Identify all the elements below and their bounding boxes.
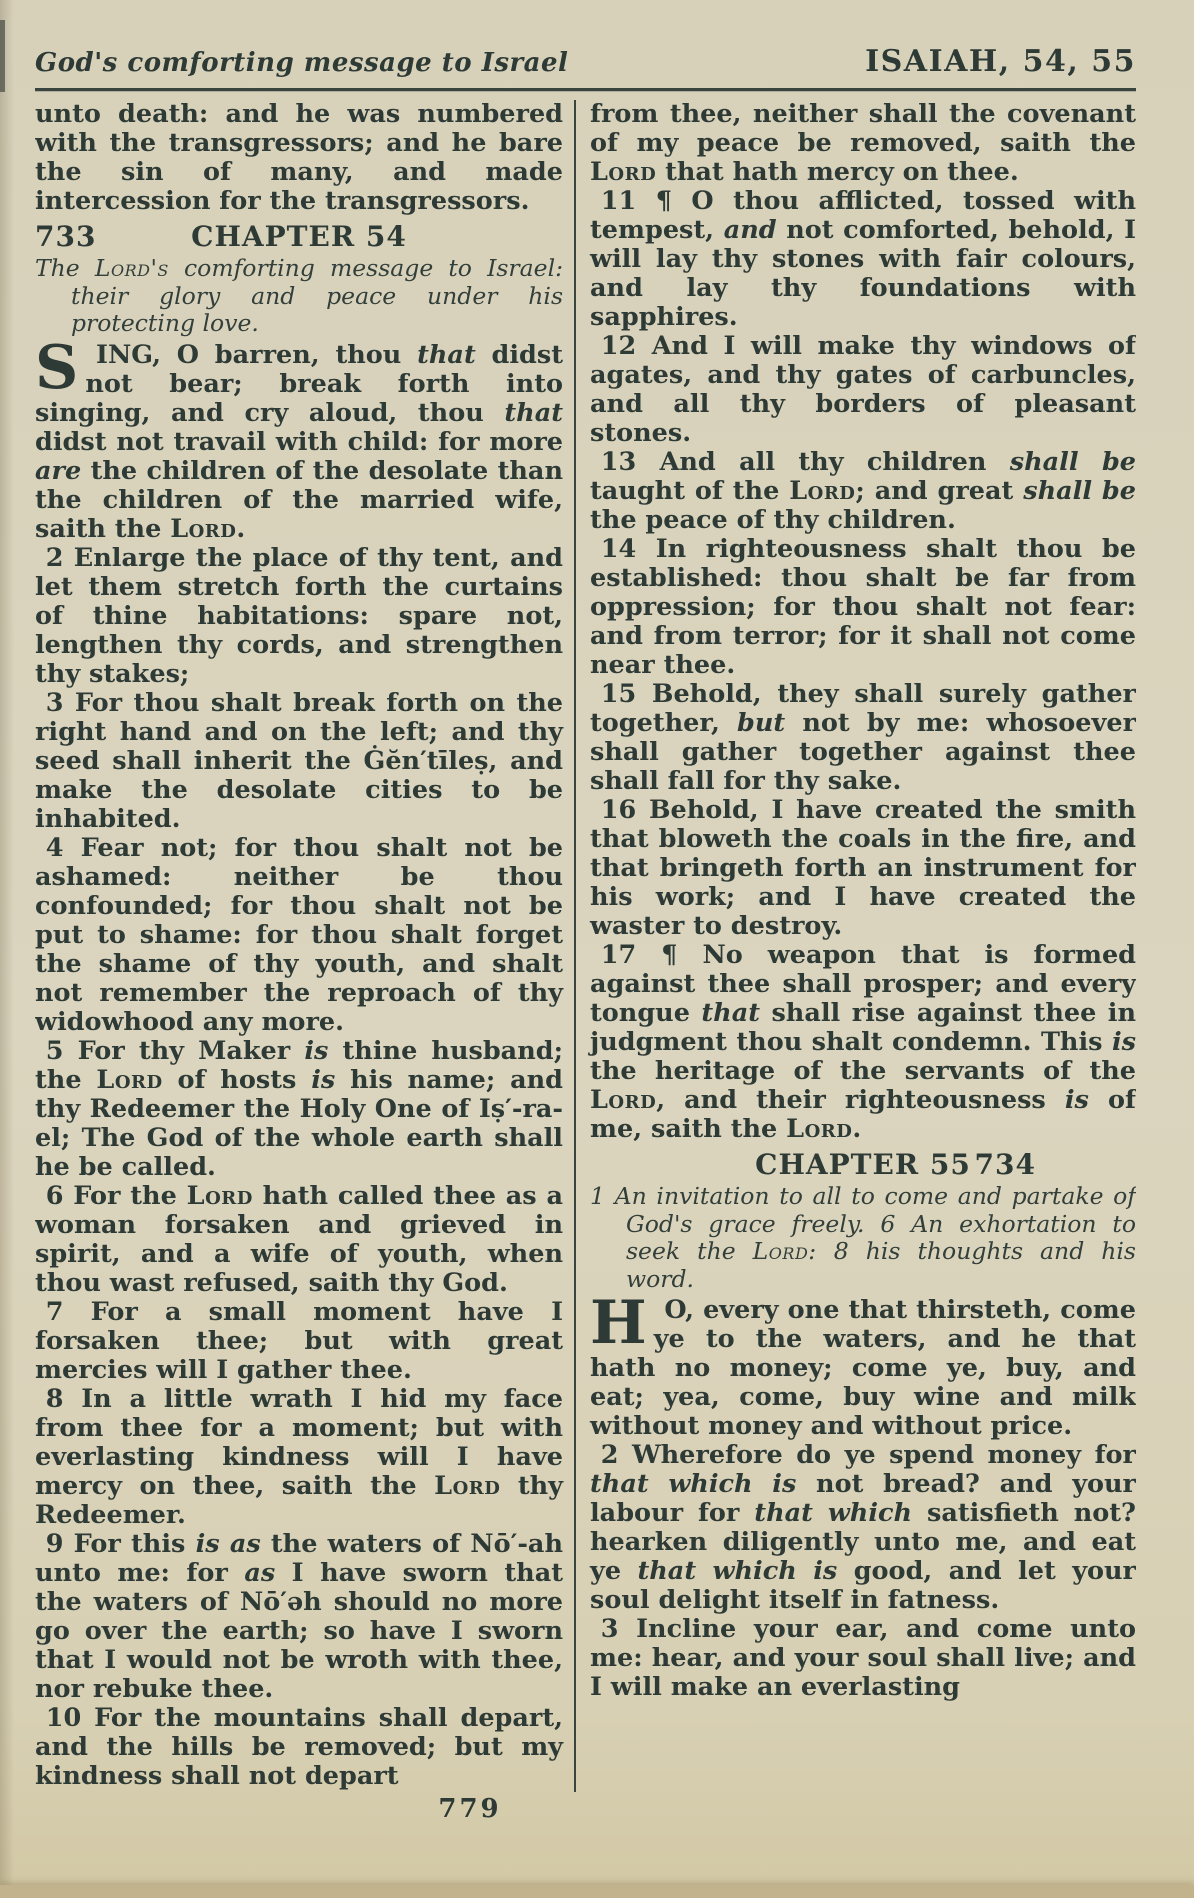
header-rule (35, 88, 1136, 91)
body-text: 12 And I will make thy windows of agates, and thy gates of carbuncles, and all thy borders of pleasant stones. (590, 331, 1136, 448)
verse-paragraph (35, 332, 563, 544)
body-text: 14 In righteousness shalt thou be established: thou shalt be far from oppression; for thou shalt not fear: and from terror; for it shall not come near thee. (590, 534, 1136, 680)
small-caps-text: Lord: (752, 1237, 817, 1265)
verse-paragraph (590, 448, 1136, 535)
body-text: 4 Fear not; for thou shalt not be ashamed: neither be thou confounded; for thou shalt not be put to shame: for thou shalt forget the shame of thy youth, and shalt not remember the reproach of thy widowhood any more. (35, 832, 563, 1037)
chapter-heading (35, 221, 563, 252)
italic-text: that (504, 397, 563, 428)
body-text: 6 For the (45, 1180, 187, 1211)
italic-text: An invitation to all to come and partake of God's grace freely. (614, 1182, 1136, 1238)
small-caps-text: Lord (590, 1085, 657, 1115)
chapter-heading (590, 1149, 1136, 1180)
italic-text: his thoughts and his word. (626, 1237, 1136, 1293)
body-text: the peace of thy children. (590, 505, 956, 535)
body-text: unto death: and he was numbered with the transgressors; and he bare the sin of many, and made intercession for the transgressors. (35, 100, 563, 216)
body-text: 11 ¶ O thou afflicted, tossed with tempest, (590, 186, 1136, 245)
body-text: 3 Incline your ear, and come unto me: hear, and your soul shall live; and I will make an everlasting (590, 1614, 1136, 1702)
body-text: . (852, 1114, 862, 1144)
italic-text: is (304, 1035, 329, 1066)
body-text: 10 For the mountains shall depart, and the hills be removed; but my kindness shall not depart (35, 1702, 563, 1791)
body-text: 17 ¶ No weapon that is formed against thee shall prosper; and every tongue (590, 940, 1136, 1028)
italic-text: that (417, 339, 476, 370)
body-text: that hath mercy on thee. (656, 157, 1019, 187)
chapter-summary (35, 255, 563, 338)
italic-text: is (311, 1064, 336, 1095)
verse-paragraph (35, 1530, 563, 1704)
small-caps-text: Lord (434, 1470, 501, 1501)
small-caps-text: Lord's (94, 254, 169, 282)
body-text: 5 For thy Maker (45, 1035, 305, 1066)
body-text: not comforted, behold, I will lay thy stones with fair colours, and lay thy foundations with sapphires. (590, 215, 1136, 332)
italic-text: that which is (590, 1469, 797, 1499)
chapter-title: CHAPTER 55 (755, 1148, 971, 1181)
page-bottom-edge (0, 1885, 1194, 1898)
verse-paragraph (590, 1288, 1136, 1441)
italic-text: that (701, 998, 760, 1028)
body-text: his name; and thy Redeemer the Holy One of Iṣ′-ra-el; The God of the whole earth shall he be called. (35, 1064, 563, 1182)
italic-text: The (35, 254, 95, 282)
body-text: 6 (880, 1209, 912, 1238)
verse-paragraph (35, 544, 563, 689)
body-text: didst not bear; break forth into singing, and cry aloud, thou (35, 339, 563, 428)
body-text: thy Redeemer. (35, 1470, 563, 1530)
small-caps-text: Lord (786, 1114, 853, 1144)
body-text: thine husband; the (35, 1035, 563, 1095)
page-left-edge-shadow (0, 0, 14, 1898)
drop-cap: H (590, 1288, 647, 1358)
italic-text: that which (754, 1498, 913, 1528)
italic-text: that which is (637, 1556, 838, 1586)
verse-paragraph (590, 535, 1136, 680)
drop-cap: S (35, 332, 79, 403)
verse-paragraph (35, 1704, 563, 1791)
verse-paragraph (35, 1182, 563, 1298)
body-text: 1 (590, 1182, 615, 1210)
body-text: didst not travail with child: for more (35, 426, 563, 457)
italic-text: is (1064, 1085, 1089, 1115)
body-text: , and their righteousness (656, 1085, 1065, 1115)
body-text: 8 (816, 1237, 866, 1265)
body-text: the children of the desolate than the children of the married wife, saith the (35, 455, 563, 544)
verse-paragraph (35, 1385, 563, 1530)
small-caps-text: Lord (789, 476, 856, 506)
italic-text: comforting message to Israel: their glory and peace under his protecting love. (71, 254, 564, 337)
body-text: shall rise against thee in judgment thou shalt condemn. This (590, 998, 1136, 1057)
verse-paragraph (35, 1298, 563, 1385)
verse-paragraph (35, 834, 563, 1037)
body-text: the heritage of the servants of the (590, 1056, 1136, 1086)
verse-paragraph (590, 680, 1136, 796)
body-text: 16 Behold, I have created the smith that bloweth the coals in the fire, and that bringeth forth an instrument for his work; and I have created the waster to destroy. (590, 795, 1136, 941)
chapter-summary (590, 1183, 1136, 1293)
italic-text: is as (195, 1528, 261, 1559)
body-text: not by me: whosoever shall gather together against thee shall fall for thy sake. (590, 708, 1136, 796)
small-caps-text: Lord (96, 1064, 163, 1095)
small-caps-text: Lord (170, 513, 237, 544)
running-header (35, 44, 1136, 79)
italic-text: shall be (1009, 447, 1136, 477)
chapter-sequence-number: 734 (974, 1148, 1036, 1181)
body-text: 9 For this (45, 1528, 196, 1559)
body-text: 2 Wherefore do ye spend money for (600, 1440, 1136, 1470)
continuation-paragraph (590, 100, 1136, 187)
italic-text: and (723, 215, 777, 245)
body-text: hath called thee as a woman forsaken and grieved in spirit, and a wife of youth, when thou wast refused, saith thy God. (35, 1180, 563, 1298)
italic-text: An exhortation to seek the (626, 1209, 1136, 1265)
verse-paragraph (35, 1037, 563, 1182)
body-text: from thee, neither shall the covenant of my peace be removed, saith the (590, 100, 1136, 158)
left-column (35, 100, 563, 1792)
body-text: 7 For a small moment have I forsaken thee; but with great mercies will I gather thee. (35, 1296, 563, 1385)
chapter-sequence-number: 733 (35, 220, 97, 253)
text-columns (35, 100, 1136, 1792)
italic-text: is (1111, 1027, 1136, 1057)
body-text: the waters of Nō′-ah unto me: for (35, 1528, 563, 1588)
body-text: ING, O barren, thou (96, 339, 418, 370)
body-text: not bread? and your labour for (590, 1469, 1136, 1528)
verse-paragraph (590, 941, 1136, 1144)
body-text: ; and great (855, 476, 1024, 506)
italic-text: as (244, 1557, 276, 1588)
body-text: 13 And all thy children (600, 447, 1010, 477)
small-caps-text: Lord (590, 157, 657, 187)
italic-text: but (737, 708, 786, 738)
verse-paragraph (590, 1441, 1136, 1615)
verse-paragraph (35, 689, 563, 834)
body-text: 3 For thou shalt break forth on the right hand and on the left; and thy seed shall inherit the Ġĕn′tīleṣ, and make the desolate cities to be inhabited. (35, 687, 563, 834)
body-text: 8 In a little wrath I hid my face from thee for a moment; but with everlasting kindness will I have mercy on thee, saith the (35, 1383, 563, 1501)
scan-edge-mark (0, 20, 5, 92)
continuation-paragraph (35, 100, 563, 216)
body-text: I have sworn that the waters of Nō′əh should no more go over the earth; so have I sworn that I would not be wroth with thee, nor rebuke thee. (35, 1557, 564, 1704)
body-text: satisfieth not? hearken diligently unto me, and eat ye (590, 1498, 1136, 1586)
column-divider (574, 100, 576, 1792)
page-content (35, 44, 1136, 1792)
body-text: 2 Enlarge the place of thy tent, and let them stretch forth the curtains of thine habitations: spare not, lengthen thy cords, and strengthen thy stakes; (35, 542, 563, 689)
verse-paragraph (590, 187, 1136, 332)
running-head-text: God's comforting message to Israel (35, 48, 569, 78)
body-text: 15 Behold, they shall surely gather together, (590, 679, 1136, 738)
body-text: good, and let your soul delight itself in fatness. (590, 1556, 1136, 1615)
body-text: of hosts (162, 1064, 312, 1095)
right-column (590, 100, 1136, 1792)
verse-paragraph (590, 796, 1136, 941)
body-text: taught of the (590, 476, 790, 506)
book-reference: ISAIAH, 54, 55 (865, 44, 1136, 79)
body-text: of me, saith the (590, 1085, 1136, 1144)
italic-text: shall be (1023, 476, 1136, 506)
body-text: . (236, 513, 246, 544)
body-text: O, every one that thirsteth, come ye to the waters, and he that hath no money; come ye, buy, and eat; yea, come, buy wine and milk without money and without price. (590, 1295, 1136, 1441)
italic-text: are (35, 455, 82, 486)
verse-paragraph (590, 1615, 1136, 1702)
chapter-title: CHAPTER 54 (191, 220, 407, 253)
page-number: 779 (438, 1794, 502, 1824)
small-caps-text: Lord (186, 1180, 253, 1211)
verse-paragraph (590, 332, 1136, 448)
